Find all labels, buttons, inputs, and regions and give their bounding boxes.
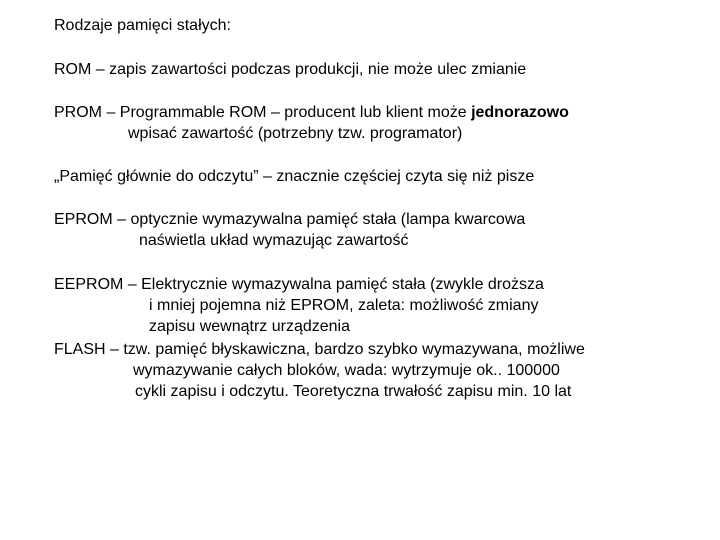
prom-line-1 [54,103,569,123]
flash-line-2: wymazywanie całych bloków, wada: wytrzymuje ok.. 100000 [133,362,560,379]
prom-line-2: wpisać zawartość (potrzebny tzw. programator) [128,125,463,142]
read-mostly-line-1: „Pamięć głównie do odczytu” – znacznie częściej czyta się niż pisze [54,168,535,185]
prom-emphasis: jednorazowo [471,104,569,121]
flash-line-3: cykli zapisu i odczytu. Teoretyczna trwałość zapisu min. 10 lat [135,383,572,400]
flash-line-1: FLASH – tzw. pamięć błyskawiczna, bardzo szybko wymazywana, możliwe [54,341,585,358]
eprom-line-2: naświetla układ wymazując zawartość [139,232,409,249]
eeprom-line-1: EEPROM – Elektrycznie wymazywalna pamięć stała (zwykle droższa [54,276,544,293]
eeprom-line-3: zapisu wewnątrz urządzenia [149,318,350,335]
slide-title: Rodzaje pamięci stałych: [54,17,231,34]
prom-line-1-text: PROM – Programmable ROM – producent lub klient może [54,104,472,121]
eprom-line-1: EPROM – optycznie wymazywalna pamięć stała (lampa kwarcowa [54,211,526,228]
rom-line-1: ROM – zapis zawartości podczas produkcji, nie może ulec zmianie [54,61,527,78]
eeprom-line-2: i mniej pojemna niż EPROM, zaleta: możliwość zmiany [149,297,539,314]
